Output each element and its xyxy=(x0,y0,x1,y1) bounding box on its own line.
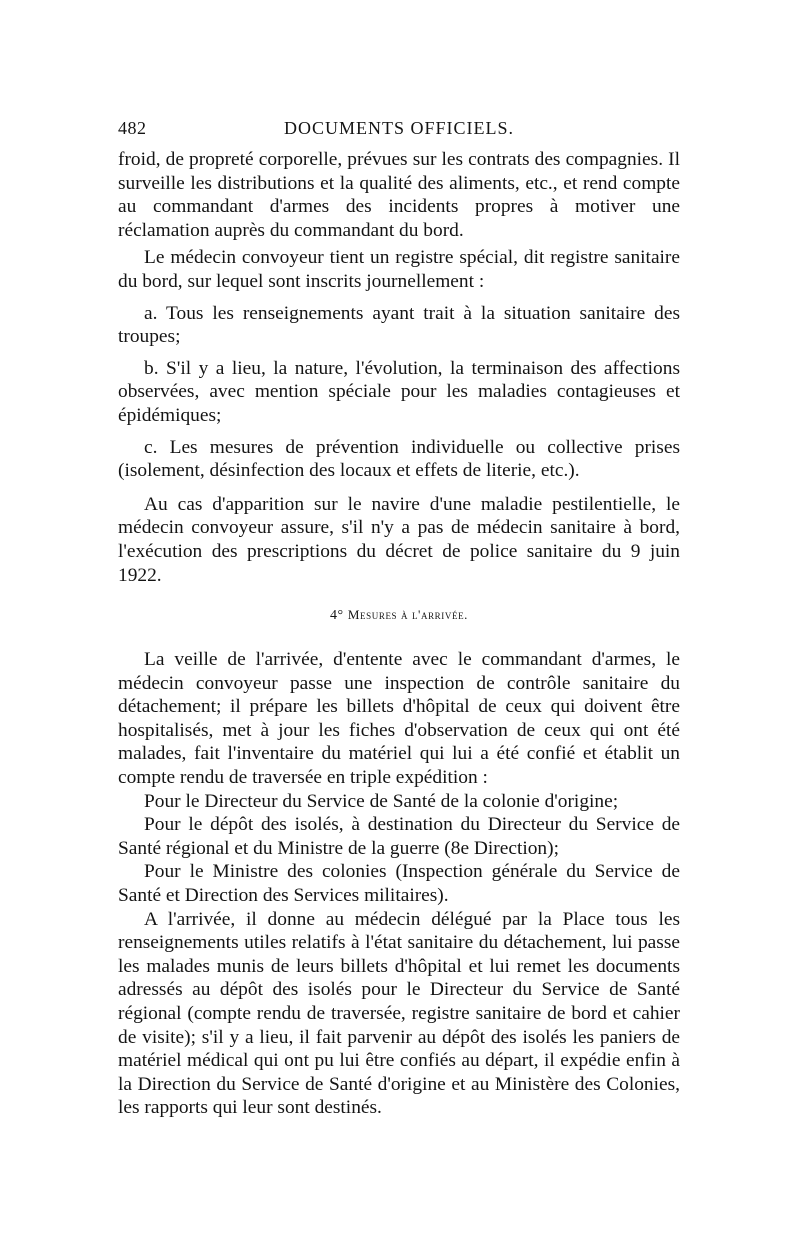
addressee-isolated-depot: Pour le dépôt des isolés, à destination du Directeur du Service de Santé régional et du Ministre de la guerre (8e Direction); xyxy=(118,814,680,859)
paragraph-on-arrival: A l'arrivée, il donne au médecin délégué par la Place tous les renseignements utiles relatifs à l'état sanitaire du détachement, lui passe les malades munis de leurs billets d'hôpital et lui remet les documents adressés au dépôt des isolés pour le Directeur du Service de Santé régional (compte rendu de traversée, registre sanitaire de bord et cahier de visite); s'il y a lieu, il fait parvenir au dépôt des isolés les paniers de matériel médical qui ont pu lui être confiés au départ, il expédie enfin à la Direction du Service de Santé d'origine et au Ministère des Colonies, les rapports qui leur sont destinés. xyxy=(118,908,680,1119)
paragraph-eve-of-arrival: La veille de l'arrivée, d'entente avec le commandant d'armes, le médecin convoyeur passe une inspection de contrôle sanitaire du détachement; il prépare les billets d'hôpital de ceux qui doivent être hospitalisés, met à jour les fiches d'observation de ceux qui ont été malades, fait l'inventaire du matériel qui lui a été confié et établit un compte rendu de traversée en triple expédition : xyxy=(118,649,680,789)
paragraph-sanitary-register: Le médecin convoyeur tient un registre spécial, dit registre sanitaire du bord, sur lequel sont inscrits journellement : xyxy=(118,247,680,292)
page-number: 482 xyxy=(118,118,147,138)
addressee-colony-director: Pour le Directeur du Service de Santé de la colonie d'origine; xyxy=(144,790,619,812)
section-title: Mesures à l'arrivée. xyxy=(347,607,469,623)
paragraph-hygiene-continuation: froid, de propreté corporelle, prévues sur les contrats des compagnies. Il surveille les distributions et la qualité des aliments, etc., et rend compte au commandant d'armes des incidents propres à motiver une réclamation auprès du commandant du bord. xyxy=(118,149,680,241)
paragraph-pestilential-disease: Au cas d'apparition sur le navire d'une maladie pestilentielle, le médecin convoyeur assure, s'il n'y a pas de médecin sanitaire à bord, l'exécution des prescriptions du décret de police sanitaire du 9 juin 1922. xyxy=(118,493,680,586)
addressee-colonies-minister: Pour le Ministre des colonies (Inspection générale du Service de Santé et Direction des Services militaires). xyxy=(118,861,680,907)
document-page xyxy=(118,118,680,1120)
list-item-b: b. S'il y a lieu, la nature, l'évolution, la terminaison des affections observées, avec mention spéciale pour les maladies contagieuses et épidémiques; xyxy=(118,357,680,426)
list-item-c: c. Les mesures de prévention individuelle ou collective prises (isolement, désinfection des locaux et effets de literie, etc.). xyxy=(118,436,680,482)
list-item-a: a. Tous les renseignements ayant trait à la situation sanitaire des troupes; xyxy=(118,302,680,348)
running-title: DOCUMENTS OFFICIELS. xyxy=(283,118,515,138)
section-heading xyxy=(118,607,680,624)
running-head xyxy=(118,118,680,148)
section-number: 4° xyxy=(329,608,344,624)
